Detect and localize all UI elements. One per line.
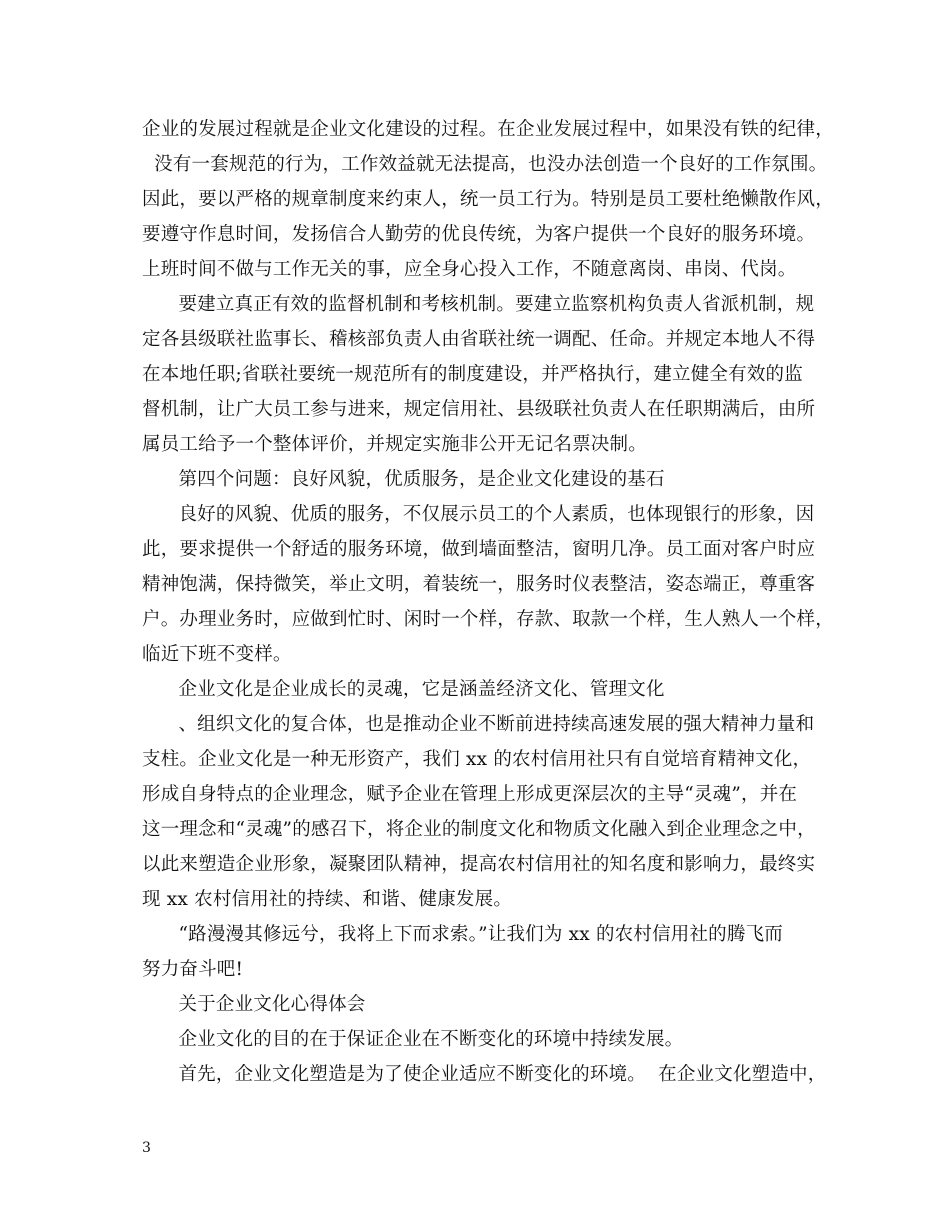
text-line: 属员工给予一个整体评价，并规定实施非公开无记名票决制。 [142,434,647,455]
text-line: 、组织文化的复合体，也是推动企业不断前进持续高速发展的强大精神力量和 [142,714,815,735]
text-line: 没有一套规范的行为，工作效益就无法提高，也没办法创造一个良好的工作氛围。 [142,154,828,175]
text-line: 督机制，让广大员工参与进来，规定信用社、县级联社负责人在任职期满后，由所 [142,399,816,420]
text-line: 努力奋斗吧! [142,959,244,980]
text-line: 上班时间不做与工作无关的事，应全身心投入工作，不随意离岗、串岗、代岗。 [142,259,797,280]
text-line: 在本地任职;省联社要统一规范所有的制度建设，并严格执行，建立健全有效的监 [142,364,803,385]
section-heading: 关于企业文化心得体会 [142,994,366,1015]
text-line: 临近下班不变样。 [142,644,292,665]
text-line: 精神饱满，保持微笑，举止文明，着装统一，服务时仪表整洁，姿态端正，尊重客 [142,574,816,595]
text-line: 首先，企业文化塑造是为了使企业适应不断变化的环境。 在企业文化塑造中， [142,1064,827,1085]
text-line: 此，要求提供一个舒适的服务环境，做到墙面整洁，窗明几净。员工面对客户时应 [142,539,816,560]
text-line: 企业文化的目的在于保证企业在不断变化的环境中持续发展。 [142,1029,684,1050]
text-line: 良好的风貌、优质的服务，不仅展示员工的个人素质，也体现银行的形象，因 [142,504,815,525]
text-line: 现 xx 农村信用社的持续、和谐、健康发展。 [142,889,513,910]
text-line: “路漫漫其修远兮，我将上下而求索。”让我们为 xx 的农村信用社的腾飞而 [142,924,783,945]
text-line: 要建立真正有效的监督机制和考核机制。要建立监察机构负责人省派机制，规 [142,294,815,315]
text-line: 企业的发展过程就是企业文化建设的过程。在企业发展过程中，如果没有铁的纪律， [142,119,834,140]
document-body [142,112,832,1092]
text-line: 定各县级联社监事长、稽核部负责人由省联社统一调配、任命。并规定本地人不得 [142,329,816,350]
section-heading: 第四个问题：良好风貌，优质服务，是企业文化建设的基石 [142,469,665,490]
text-line: 形成自身特点的企业理念，赋予企业在管理上形成更深层次的主导“灵魂”，并在 [142,784,798,805]
text-line: 要遵守作息时间，发扬信合人勤劳的优良传统，为客户提供一个良好的服务环境。 [142,224,816,245]
text-line: 户。办理业务时，应做到忙时、闲时一个样，存款、取款一个样，生人熟人一个样， [142,609,834,630]
text-line: 这一理念和“灵魂”的感召下，将企业的制度文化和物质文化融入到企业理念之中， [142,819,816,840]
page-number: 3 [142,1140,151,1156]
text-line: 支柱。企业文化是一种无形资产，我们 xx 的农村信用社只有自觉培育精神文化， [142,749,812,770]
text-line: 企业文化是企业成长的灵魂，它是涵盖经济文化、管理文化 [142,679,665,700]
text-line: 因此，要以严格的规章制度来约束人，统一员工行为。特别是员工要杜绝懒散作风， [142,189,834,210]
text-line: 以此来塑造企业形象，凝聚团队精神，提高农村信用社的知名度和影响力，最终实 [142,854,816,875]
